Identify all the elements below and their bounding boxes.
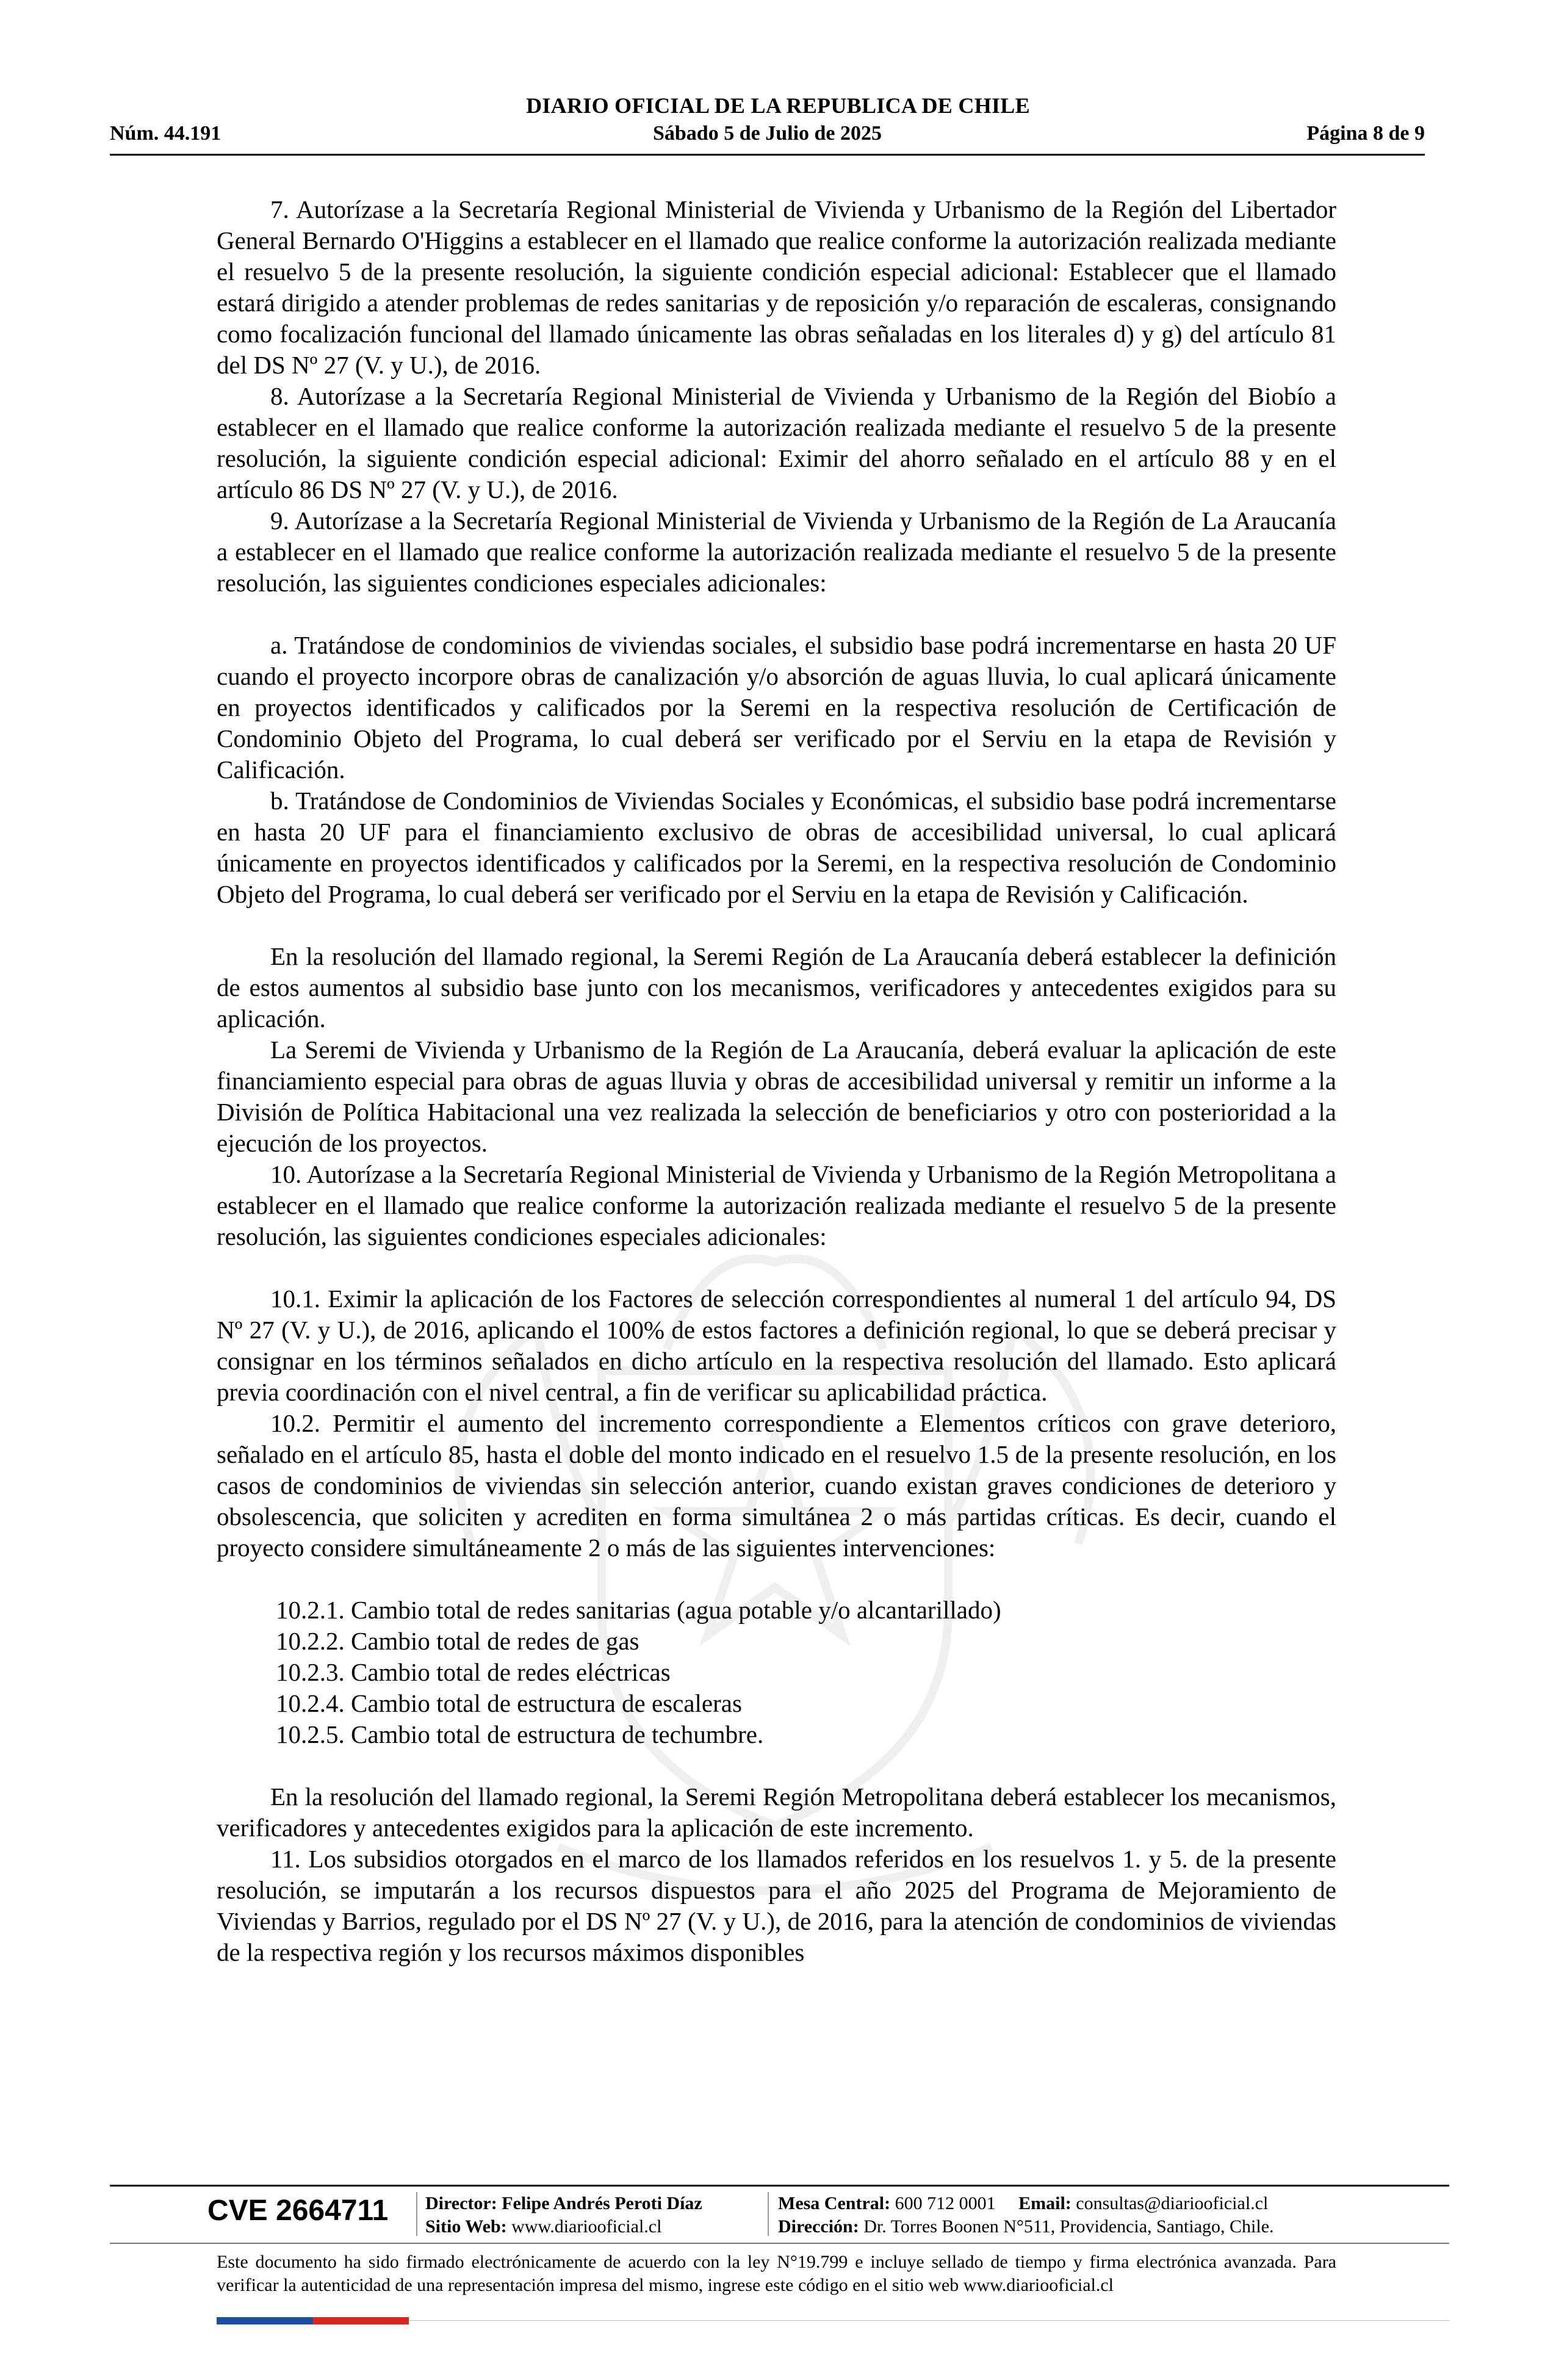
page-number: Página 8 de 9 [1306, 122, 1425, 145]
header-divider [110, 154, 1425, 156]
document-body [217, 194, 1336, 1968]
website-label: Sitio Web: [425, 2216, 507, 2237]
address-line [778, 2215, 1274, 2238]
footer-separator [416, 2192, 417, 2236]
paragraph-9a: a. Tratándose de condominios de viviendas sociales, el subsidio base podrá incrementarse en hasta 20 UF cuando el proyecto incorpore obras de canalización y/o absorción de aguas lluvia, lo cual aplicará únicamente en proyectos identificados y calificados por la Seremi en la respectiva resolución de Certificación de Condominio Objeto del Programa, lo cual deberá ser verificado por el Serviu en la etapa de Revisión y Calificación. [217, 631, 1336, 784]
address-label: Dirección: [778, 2216, 859, 2237]
website-link[interactable]: www.diariooficial.cl [511, 2216, 662, 2237]
paragraph-7: 7. Autorízase a la Secretaría Regional Ministerial de Vivienda y Urbanismo de la Región del Libertador General Bernardo O'Higgins a establecer en el llamado que realice conforme la autorización realizada mediante el resuelvo 5 de la presente resolución, la siguiente condición especial adicional: Establecer que el llamado estará dirigido a atender problemas de redes sanitarias y de reposición y/o reparación de escaleras, consignando como focalización funcional del llamado únicamente las obras señaladas en los literales d) y g) del artículo 81 del DS Nº 27 (V. y U.), de 2016. [217, 195, 1336, 379]
footer-contact-block [778, 2192, 1274, 2238]
list-item: 10.2.1. Cambio total de redes sanitarias (agua potable y/o alcantarillado) [276, 1596, 1001, 1624]
flag-red-band [313, 2317, 409, 2324]
electronic-signature-note: Este documento ha sido firmado electrónicamente de acuerdo con la ley N°19.799 e incluye sellado de tiempo y firma electrónica avanzada. Para verificar la autenticidad de una representación impresa del mismo, ingrese este código en el sitio web www.diariooficial.cl [217, 2252, 1336, 2295]
list-item: 10.2.5. Cambio total de estructura de techumbre. [276, 1720, 764, 1748]
phone-label: Mesa Central: [778, 2193, 891, 2213]
issue-date: Sábado 5 de Julio de 2025 [652, 122, 882, 145]
list-item: 10.2.3. Cambio total de redes eléctricas [276, 1658, 671, 1686]
email-link[interactable]: consultas@diariooficial.cl [1076, 2193, 1269, 2213]
newspaper-title: DIARIO OFICIAL DE LA REPUBLICA DE CHILE [526, 93, 1030, 118]
address-value: Dr. Torres Boonen N°511, Providencia, Santiago, Chile. [863, 2216, 1274, 2237]
paragraph-11: 11. Los subsidios otorgados en el marco de los llamados referidos en los resuelvos 1. y 5. de la presente resolución, se imputarán a los recursos dispuestos para el año 2025 del Programa de Mejoramiento de Viviendas y Barrios, regulado por el DS Nº 27 (V. y U.), de 2016, para la atención de condominios de viviendas de la respectiva región y los recursos máximos disponibles [217, 1845, 1336, 1966]
paragraph-9d: La Seremi de Vivienda y Urbanismo de la Región de La Araucanía, deberá evaluar la aplicación de este financiamiento especial para obras de aguas lluvia y obras de accesibilidad universal y remitir un informe a la División de Política Habitacional una vez realizada la selección de beneficiarios y otro con posterioridad a la ejecución de los proyectos. [217, 1036, 1336, 1157]
website-line [425, 2215, 702, 2238]
footer-divider-bottom [409, 2320, 1449, 2321]
paragraph-10-2: 10.2. Permitir el aumento del incremento correspondiente a Elementos críticos con grave deterioro, señalado en el artículo 85, hasta el doble del monto indicado en el resuelvo 1.5 de la presente resolución, en los casos de condominios de viviendas sin selección anterior, cuando existan graves condiciones de deterioro y obsolescencia, que soliciten y acrediten en forma simultánea 2 o más partidas críticas. Es decir, cuando el proyecto considere simultáneamente 2 o más de las siguientes intervenciones: [217, 1409, 1336, 1562]
paragraph-8: 8. Autorízase a la Secretaría Regional Ministerial de Vivienda y Urbanismo de la Región del Biobío a establecer en el llamado que realice conforme la autorización realizada mediante el resuelvo 5 de la presente resolución, la siguiente condición especial adicional: Eximir del ahorro señalado en el artículo 88 y en el artículo 86 DS Nº 27 (V. y U.), de 2016. [217, 382, 1336, 503]
paragraph-9: 9. Autorízase a la Secretaría Regional Ministerial de Vivienda y Urbanismo de la Región de La Araucanía a establecer en el llamado que realice conforme la autorización realizada mediante el resuelvo 5 de la presente resolución, las siguientes condiciones especiales adicionales: [217, 507, 1336, 597]
footer-divider-middle [110, 2243, 1449, 2244]
email-label: Email: [1018, 2193, 1072, 2213]
chile-flag-stripe [217, 2317, 409, 2324]
paragraph-10: 10. Autorízase a la Secretaría Regional Ministerial de Vivienda y Urbanismo de la Región Metropolitana a establecer en el llamado que realice conforme la autorización realizada mediante el resuelvo 5 de la presente resolución, las siguientes condiciones especiales adicionales: [217, 1160, 1336, 1250]
list-item: 10.2.2. Cambio total de redes de gas [276, 1627, 639, 1655]
paragraph-9c: En la resolución del llamado regional, la Seremi Región de La Araucanía deberá establecer la definición de estos aumentos al subsidio base junto con los mecanismos, verificadores y antecedentes exigidos para su aplicación. [217, 942, 1336, 1033]
paragraph-10-1: 10.1. Eximir la aplicación de los Factores de selección correspondientes al numeral 1 del artículo 94, DS Nº 27 (V. y U.), de 2016, aplicando el 100% de estos factores a definición regional, lo que se deberá precisar y consignar en los términos señalados en dicho artículo en la respectiva resolución del llamado. Esto aplicará previa coordinación con el nivel central, a fin de verificar su aplicabilidad práctica. [217, 1285, 1336, 1406]
footer-divider-top [110, 2185, 1449, 2187]
footer-separator [768, 2192, 769, 2236]
issue-number: Núm. 44.191 [110, 122, 222, 145]
paragraph-9b: b. Tratándose de Condominios de Viviendas Sociales y Económicas, el subsidio base podrá incrementarse en hasta 20 UF para el financiamiento exclusivo de obras de accesibilidad universal, lo cual aplicará únicamente en proyectos identificados y calificados por la Seremi, en la respectiva resolución de Condominio Objeto del Programa, lo cual deberá ser verificado por el Serviu en la etapa de Revisión y Calificación. [217, 787, 1336, 908]
director-name: Director: Felipe Andrés Peroti Díaz [425, 2193, 702, 2213]
flag-blue-band [217, 2317, 313, 2324]
paragraph-10-closing: En la resolución del llamado regional, la Seremi Región Metropolitana deberá establecer los mecanismos, verificadores y antecedentes exigidos para la aplicación de este incremento. [217, 1783, 1336, 1842]
list-item: 10.2.4. Cambio total de estructura de escaleras [276, 1689, 742, 1717]
phone-value: 600 712 0001 [895, 2193, 996, 2213]
cve-code: CVE 2664711 [207, 2194, 389, 2227]
footer-director-block [425, 2192, 702, 2238]
contact-line [778, 2192, 1274, 2215]
